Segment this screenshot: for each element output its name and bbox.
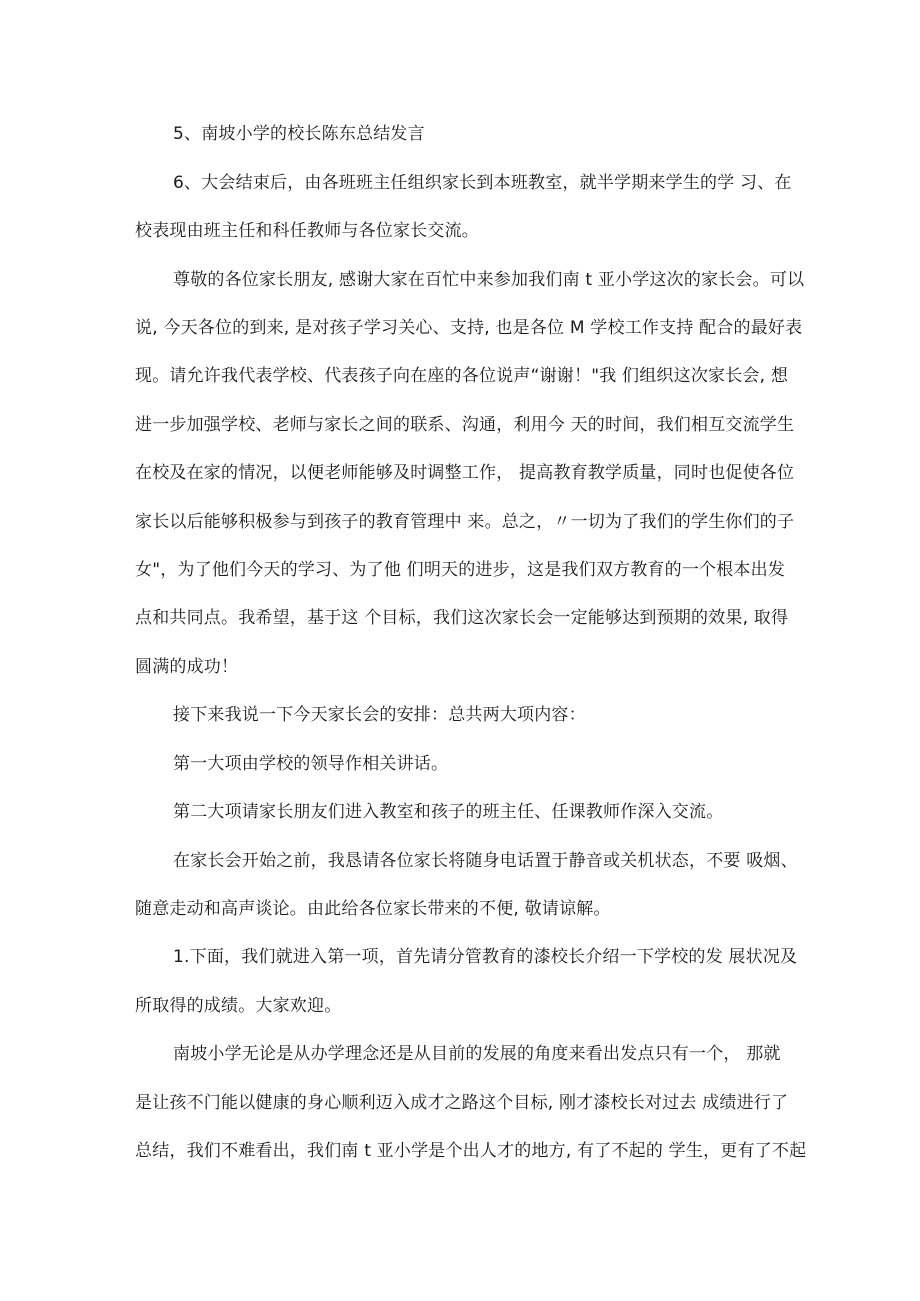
text-line: 现。请允许我代表学校、代表孩子向在座的各位说声“谢谢！"我 们组织这次家长会, 想 xyxy=(135,366,789,386)
text-line: 总结，我们不难看出，我们南 t 亚小学是个出人才的地方, 有了不起的 学生，更有了不起 xyxy=(135,1141,807,1161)
text-line: 所取得的成绩。大家欢迎。 xyxy=(135,996,342,1016)
text-line: 在家长会开始之前，我恳请各位家长将随身电话置于静音或关机状态，不要 吸烟、 xyxy=(173,851,798,871)
text-line: 圆满的成功！ xyxy=(135,657,239,677)
text-line: 第一大项由学校的领导作相关讲话。 xyxy=(173,754,449,774)
text-line: 5、南坡小学的校长陈东总结发言 xyxy=(173,124,425,144)
text-line: 点和共同点。我希望，基于这 个目标，我们这次家长会一定能够达到预期的效果, 取得 xyxy=(135,608,789,628)
text-line: 随意走动和高声谈论。由此给各位家长带来的不便, 敬请谅解。 xyxy=(135,899,611,919)
text-line: 女"，为了他们今天的学习、为了他 们明天的进步，这是我们双方教育的一个根本出发 xyxy=(135,560,786,580)
text-line: 第二大项请家长朋友们进入教室和孩子的班主任、任课教师作深入交流。 xyxy=(173,802,724,822)
text-line: 尊敬的各位家长朋友, 感谢大家在百忙中来参加我们南 t 亚小学这次的家长会。可以 xyxy=(173,270,805,290)
text-line: 南坡小学无论是从办学理念还是从目前的发展的角度来看出发点只有一个， 那就 xyxy=(173,1044,781,1064)
text-line: 接下来我说一下今天家长会的安排：总共两大项内容： xyxy=(173,705,586,725)
text-line: 校表现由班主任和科任教师与各位家长交流。 xyxy=(135,221,479,241)
text-line: 是让孩不门能以健康的身心顺利迈入成才之路这个目标, 刚才漆校长对过去 成绩进行了 xyxy=(135,1093,789,1113)
text-line: 家长以后能够积极参与到孩子的教育管理中 来。总之，〃一切为了我们的学生你们的子 xyxy=(135,512,795,532)
text-line: 在校及在家的情况，以便老师能够及时调整工作， 提高教育教学质量，同时也促使各位 xyxy=(135,463,795,483)
text-line: 说, 今天各位的到来, 是对孩子学习关心、支持, 也是各位 M 学校工作支持 配合的最好表 xyxy=(135,318,803,338)
text-line: 进一步加强学校、老师与家长之间的联系、沟通，利用今 天的时间，我们相互交流学生 xyxy=(135,415,795,435)
text-line: 1.下面，我们就进入第一项，首先请分管教育的漆校长介绍一下学校的发 展状况及 xyxy=(173,947,798,967)
text-line: 6、大会结束后，由各班班主任组织家长到本班教室，就半学期来学生的学 习、在 xyxy=(173,173,792,193)
